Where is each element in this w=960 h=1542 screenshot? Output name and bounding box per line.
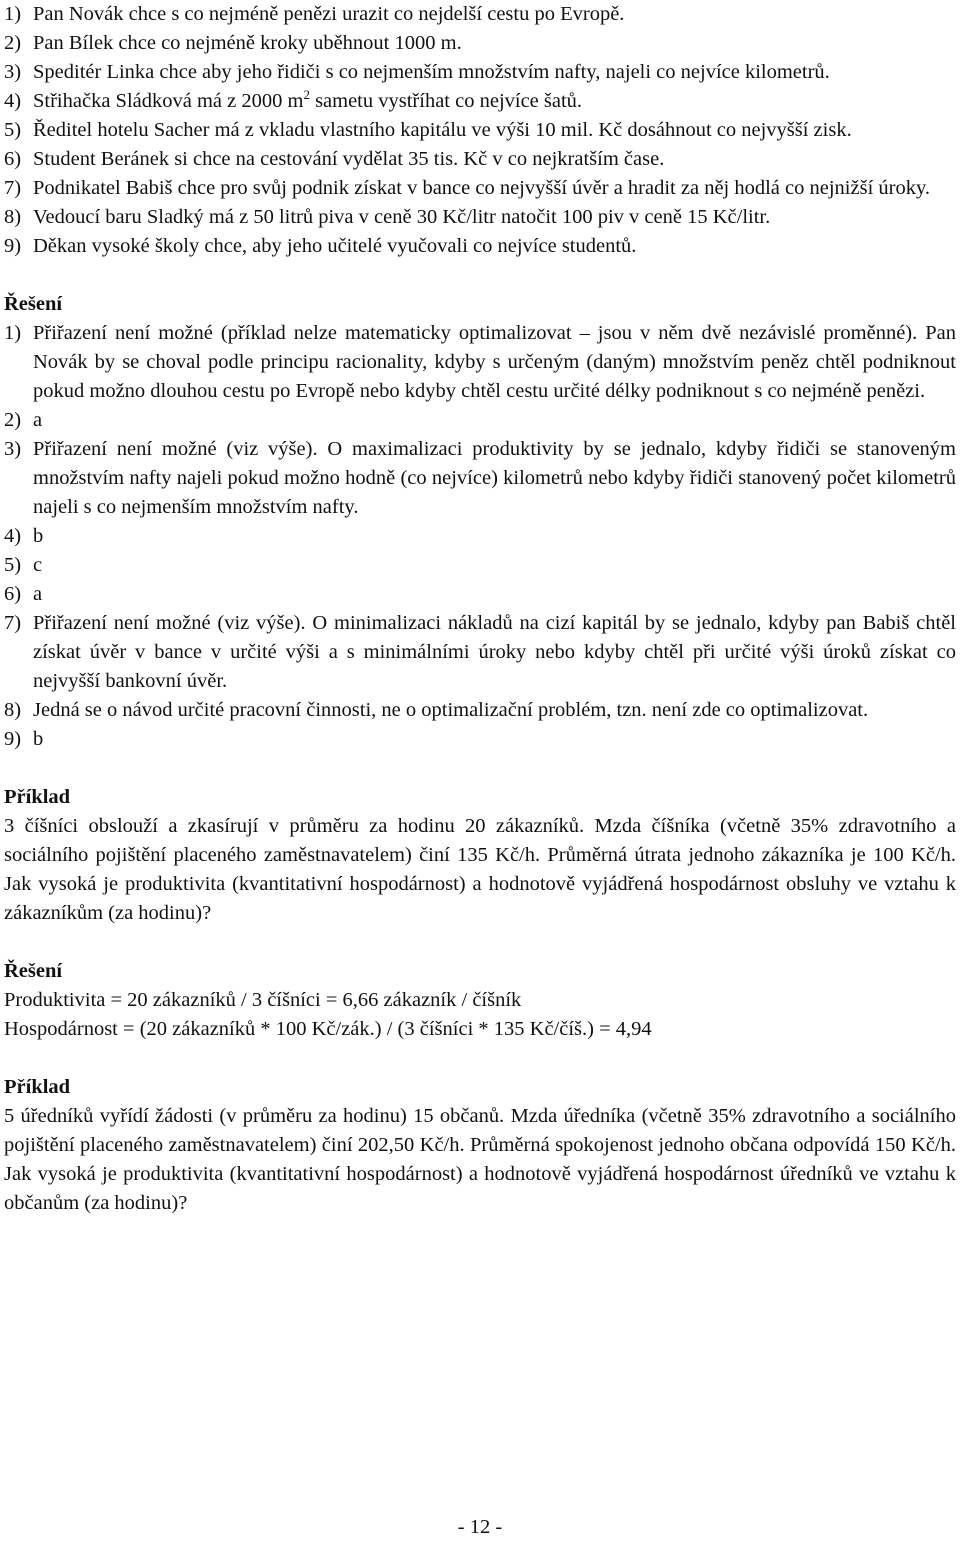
task-number: 4) [4,90,22,112]
efficiency-formula: Hospodárnost = (20 zákazníků * 100 Kč/zák.) / (3 číšníci * 135 Kč/číš.) = 4,94 [4,1018,652,1040]
task-number: 7) [4,177,22,199]
solution-item-7 [4,609,956,696]
solution-heading: Řešení [4,293,63,315]
task-item-2 [4,29,956,58]
solution-item-1 [4,319,956,406]
solution-text: Jedná se o návod určité pracovní činnosti, ne o optimalizační problém, tzn. není zde co optimalizovat. [33,699,869,721]
spacer [4,1044,956,1073]
task-number: 3) [4,61,22,83]
example-section-2 [4,1073,956,1218]
spacer [4,261,956,290]
solution-item-6 [4,580,956,609]
solution-section-1 [4,290,956,754]
solution-number: 1) [4,322,22,344]
task-text: Speditér Linka chce aby jeho řidiči s co nejmenším množstvím nafty, najeli co nejvíce kilometrů. [33,61,830,83]
solution-item-4 [4,522,956,551]
task-number: 1) [4,3,22,25]
task-text: Ředitel hotelu Sacher má z vkladu vlastního kapitálu ve výši 10 mil. Kč dosáhnout co nejvyšší zisk. [33,119,852,141]
solution-number: 8) [4,699,22,721]
solution-number: 5) [4,554,22,576]
page-number: - 12 - [457,1516,503,1538]
example-text: 5 úředníků vyřídí žádosti (v průměru za hodinu) 15 občanů. Mzda úředníka (včetně 35% zdravotního a sociálního pojištění placeného zaměstnavatelem) činí 202,50 Kč/h. Průměrná spokojenost jednoho občana odpovídá 150 Kč/h. Jak vysoká je produktivita (kvantitativní hospodárnost) a hodnotově vyjádřená hospodárnost úředníků ve vztahu k občanům (za hodinu)? [4,1105,956,1214]
solution-number: 6) [4,583,22,605]
task-item-3 [4,58,956,87]
solution-number: 4) [4,525,22,547]
solution-heading: Řešení [4,960,63,982]
productivity-formula: Produktivita = 20 zákazníků / 3 číšníci = 6,66 zákazník / číšník [4,989,522,1011]
task-number: 5) [4,119,22,141]
solution-text: b [33,525,44,547]
solution-text: Přiřazení není možné (viz výše). O minimalizaci nákladů na cizí kapitál by se jednalo, kdyby pan Babiš chtěl získat úvěr v bance v určité výši a s minimálními úroky nebo kdyby chtěl při určité výši úroků získat co nejvyšší bankovní úvěr. [33,612,956,692]
task-text: Děkan vysoké školy chce, aby jeho učitelé vyučovali co nejvíce studentů. [33,235,637,257]
task-text [33,87,956,116]
solution-item-9 [4,725,956,754]
task-text: Vedoucí baru Sladký má z 50 litrů piva v ceně 30 Kč/litr natočit 100 piv v ceně 15 Kč/litr. [33,206,771,228]
spacer [4,928,956,957]
solution-item-8 [4,696,956,725]
solution-number: 3) [4,438,22,460]
task-text: Pan Novák chce s co nejméně penězi urazit co nejdelší cestu po Evropě. [33,3,625,25]
task-number: 2) [4,32,22,54]
solution-text: Přiřazení není možné (příklad nelze matematicky optimalizovat – jsou v něm dvě nezávislé proměnné). Pan Novák by se choval podle principu racionality, kdyby s určeným (daným) množstvím peněz chtěl podniknout pokud možno dlouhou cestu po Evropě nebo kdyby chtěl cestu určité délky podniknout s co nejméně penězi. [33,322,956,402]
solution-number: 9) [4,728,22,750]
task-item-7 [4,174,956,203]
task-item-4 [4,87,956,116]
superscript: 2 [303,87,310,103]
example-heading: Příklad [4,1076,71,1098]
example-heading: Příklad [4,786,71,808]
solution-text: a [33,583,43,605]
task-number: 6) [4,148,22,170]
solution-text: Přiřazení není možné (viz výše). O maximalizaci produktivity by se jednalo, kdyby řidiči se stanoveným množstvím nafty najeli pokud možno hodně (co nejvíce) kilometrů nebo kdyby řidiči stanovený počet kilometrů najeli s co nejmenším množstvím nafty. [33,438,956,518]
task-text-after: sametu vystříhat co nejvíce šatů. [309,90,583,112]
task-item-5 [4,116,956,145]
task-item-1 [4,0,956,29]
task-text: Pan Bílek chce co nejméně kroky uběhnout 1000 m. [33,32,462,54]
spacer [4,754,956,783]
task-text: Student Beránek si chce na cestování vydělat 35 tis. Kč v co nejkratším čase. [33,148,665,170]
task-item-8 [4,203,956,232]
example-text: 3 číšníci obslouží a zkasírují v průměru za hodinu 20 zákazníků. Mzda číšníka (včetně 35% zdravotního a sociálního pojištění placeného zaměstnavatelem) činí 135 Kč/h. Průměrná útrata jednoho zákazníka je 100 Kč/h. Jak vysoká je produktivita (kvantitativní hospodárnost) a hodnotově vyjádřená hospodárnost obsluhy ve vztahu k zákazníkům (za hodinu)? [4,815,956,924]
task-number: 9) [4,235,22,257]
example-section-1 [4,783,956,928]
solution-section-2 [4,957,956,1044]
solution-list [4,319,956,754]
solution-text: b [33,728,44,750]
task-item-6 [4,145,956,174]
solution-item-2 [4,406,956,435]
task-text-before: Střihačka Sládková má z 2000 m [33,90,304,112]
solution-item-5 [4,551,956,580]
solution-number: 7) [4,612,22,634]
task-text: Podnikatel Babiš chce pro svůj podnik získat v bance co nejvyšší úvěr a hradit za něj hodlá co nejnižší úroky. [33,177,931,199]
solution-text: c [33,554,43,576]
solution-text: a [33,409,43,431]
task-item-9 [4,232,956,261]
task-list [4,0,956,261]
task-number: 8) [4,206,22,228]
solution-number: 2) [4,409,22,431]
solution-item-3 [4,435,956,522]
